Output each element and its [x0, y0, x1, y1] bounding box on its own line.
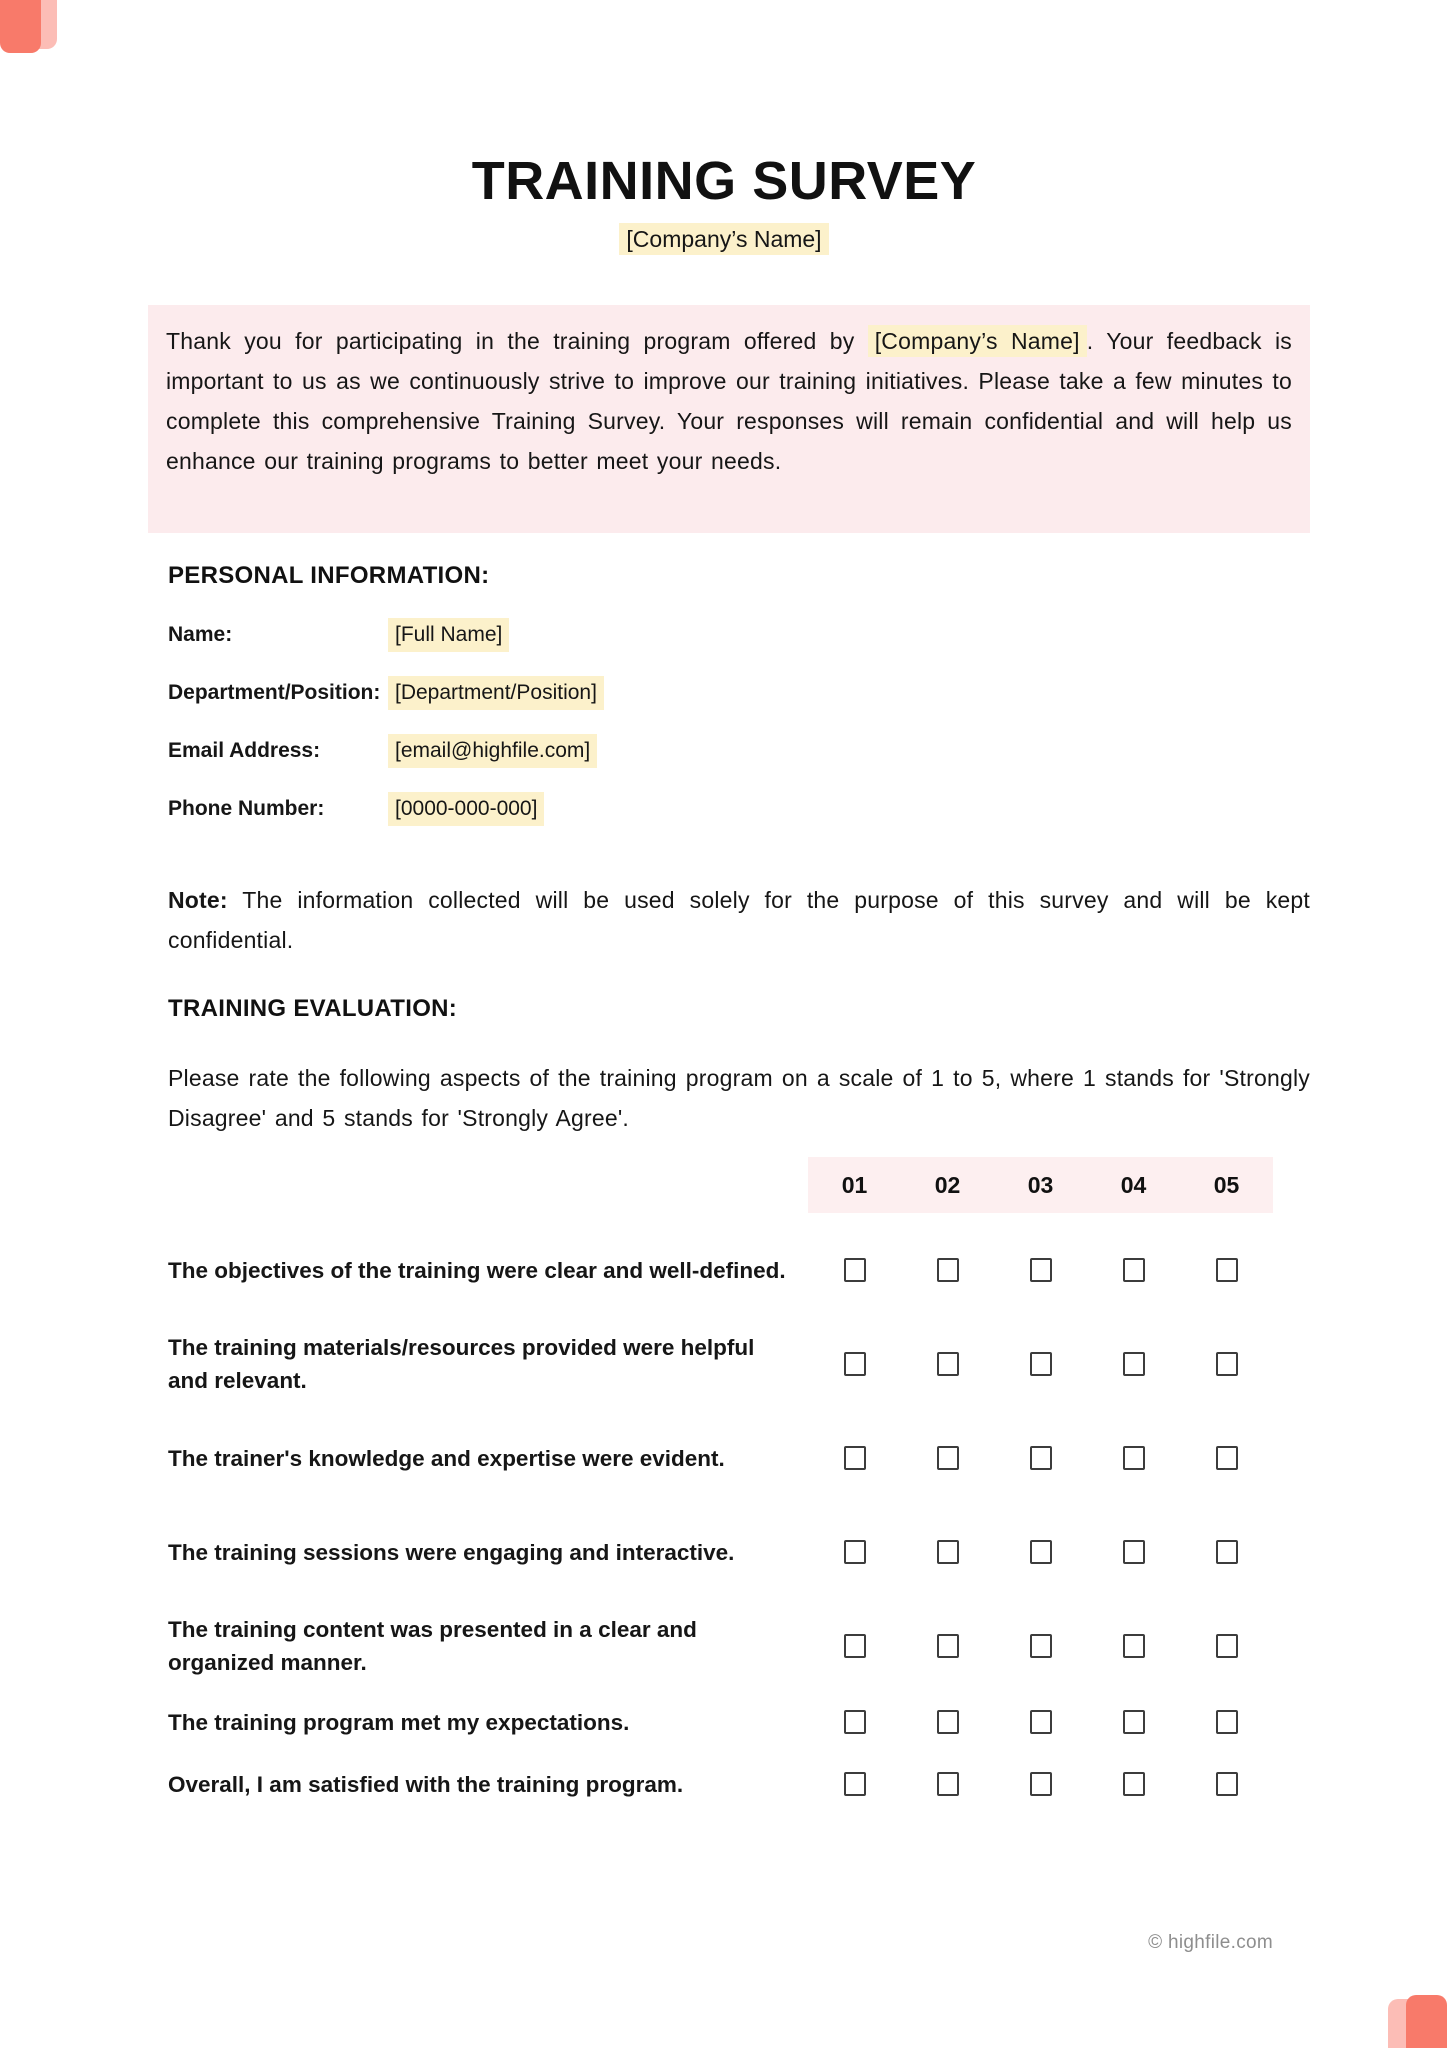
rating-checkbox[interactable]	[1216, 1710, 1238, 1734]
rating-checkbox[interactable]	[1030, 1352, 1052, 1376]
rating-checkbox[interactable]	[844, 1352, 866, 1376]
corner-decoration-bottom-right	[1388, 1992, 1448, 2048]
rating-checkbox[interactable]	[937, 1710, 959, 1734]
rating-checkbox[interactable]	[844, 1710, 866, 1734]
rating-row-3	[168, 1425, 1273, 1491]
field-row-name	[168, 618, 1310, 658]
name-field[interactable]: [Full Name]	[388, 618, 509, 652]
rating-checkbox[interactable]	[1030, 1634, 1052, 1658]
rating-checkbox[interactable]	[937, 1352, 959, 1376]
rating-checkbox[interactable]	[1123, 1710, 1145, 1734]
column-header-04: 04	[1120, 1171, 1147, 1198]
rating-checkbox[interactable]	[844, 1540, 866, 1564]
rating-checkbox[interactable]	[1123, 1772, 1145, 1796]
email-field[interactable]: [email@highfile.com]	[388, 734, 597, 768]
intro-paragraph	[166, 321, 1292, 481]
rating-header-band	[808, 1157, 1273, 1213]
rating-checkbox[interactable]	[1123, 1258, 1145, 1282]
question-text: Overall, I am satisfied with the training program.	[168, 1771, 684, 1797]
department-field[interactable]: [Department/Position]	[388, 676, 604, 710]
note-label: Note:	[168, 887, 228, 913]
rating-checkbox[interactable]	[937, 1540, 959, 1564]
rating-checkbox[interactable]	[1216, 1258, 1238, 1282]
personal-information-fields	[168, 618, 1310, 850]
corner-decoration-top-left	[0, 0, 60, 56]
phone-field[interactable]: [0000-000-000]	[388, 792, 544, 826]
column-header-03: 03	[1027, 1171, 1054, 1198]
note-text: The information collected will be used solely for the purpose of this survey and will be kept confidential.	[168, 887, 1310, 953]
question-text: The training sessions were engaging and interactive.	[168, 1539, 735, 1565]
copyright-footer: © highfile.com	[1148, 1932, 1273, 1953]
rating-checkbox[interactable]	[1123, 1352, 1145, 1376]
field-row-phone	[168, 792, 1310, 832]
rating-checkbox[interactable]	[937, 1634, 959, 1658]
question-text: The training materials/resources provided were helpful and relevant.	[168, 1335, 755, 1393]
field-row-email	[168, 734, 1310, 774]
question-text: The objectives of the training were clear and well-defined.	[168, 1257, 786, 1283]
rating-checkbox[interactable]	[844, 1772, 866, 1796]
rating-row-4	[168, 1519, 1273, 1585]
corner-shape-dark	[0, 0, 41, 53]
rating-row-7	[168, 1769, 1273, 1799]
header-spacer	[168, 1157, 808, 1213]
page-title: TRAINING SURVEY	[471, 151, 977, 211]
rating-row-1	[168, 1237, 1273, 1303]
phone-label: Phone Number:	[168, 797, 325, 820]
rating-row-2	[168, 1331, 1273, 1397]
rating-checkbox[interactable]	[1216, 1446, 1238, 1470]
rating-checkbox[interactable]	[1030, 1540, 1052, 1564]
question-text: The training program met my expectations.	[168, 1709, 630, 1735]
rating-row-5	[168, 1613, 1273, 1679]
intro-text-after: . Your feedback is important to us as we continuously strive to improve our training initiatives. Please take a few minutes to complete this comprehensive Training Survey. Your responses will remain confidential and will help us enhance our training programs to better meet your needs.	[166, 328, 1292, 474]
rating-checkbox[interactable]	[937, 1258, 959, 1282]
question-text: The trainer's knowledge and expertise were evident.	[168, 1445, 725, 1471]
email-label: Email Address:	[168, 739, 321, 762]
rating-checkbox[interactable]	[1030, 1772, 1052, 1796]
company-name-placeholder[interactable]: [Company’s Name]	[868, 325, 1087, 357]
name-label: Name:	[168, 623, 233, 646]
rating-checkbox[interactable]	[1123, 1540, 1145, 1564]
rating-checkbox[interactable]	[1216, 1352, 1238, 1376]
column-header-05: 05	[1213, 1171, 1240, 1198]
company-name-placeholder[interactable]: [Company’s Name]	[619, 223, 828, 255]
training-evaluation-heading: TRAINING EVALUATION:	[168, 995, 458, 1022]
field-row-department	[168, 676, 1310, 716]
personal-information-heading: PERSONAL INFORMATION:	[168, 562, 490, 589]
rating-checkbox[interactable]	[1123, 1446, 1145, 1470]
company-name-subtitle	[0, 226, 1448, 253]
confidentiality-note	[168, 880, 1310, 960]
rating-checkbox[interactable]	[844, 1446, 866, 1470]
intro-panel	[148, 305, 1310, 533]
question-text: The training content was presented in a clear and organized manner.	[168, 1617, 697, 1675]
rating-instructions: Please rate the following aspects of the training program on a scale of 1 to 5, where 1 stands for 'Strongly Disagree' and 5 stands for 'Strongly Agree'.	[168, 1065, 1310, 1131]
rating-checkbox[interactable]	[844, 1634, 866, 1658]
rating-table	[168, 1157, 1273, 1831]
rating-checkbox[interactable]	[1030, 1446, 1052, 1470]
rating-row-6	[168, 1707, 1273, 1737]
rating-checkbox[interactable]	[1216, 1772, 1238, 1796]
rating-checkbox[interactable]	[844, 1258, 866, 1282]
rating-checkbox[interactable]	[1123, 1634, 1145, 1658]
rating-checkbox[interactable]	[1030, 1258, 1052, 1282]
intro-text-before: Thank you for participating in the training program offered by	[166, 328, 868, 354]
corner-shape-dark	[1406, 1995, 1447, 2048]
department-label: Department/Position:	[168, 681, 381, 704]
column-header-01: 01	[841, 1171, 868, 1198]
rating-checkbox[interactable]	[937, 1446, 959, 1470]
rating-checkbox[interactable]	[1216, 1540, 1238, 1564]
rating-checkbox[interactable]	[937, 1772, 959, 1796]
rating-checkbox[interactable]	[1216, 1634, 1238, 1658]
rating-checkbox[interactable]	[1030, 1710, 1052, 1734]
rating-table-header	[168, 1157, 1273, 1213]
column-header-02: 02	[934, 1171, 961, 1198]
